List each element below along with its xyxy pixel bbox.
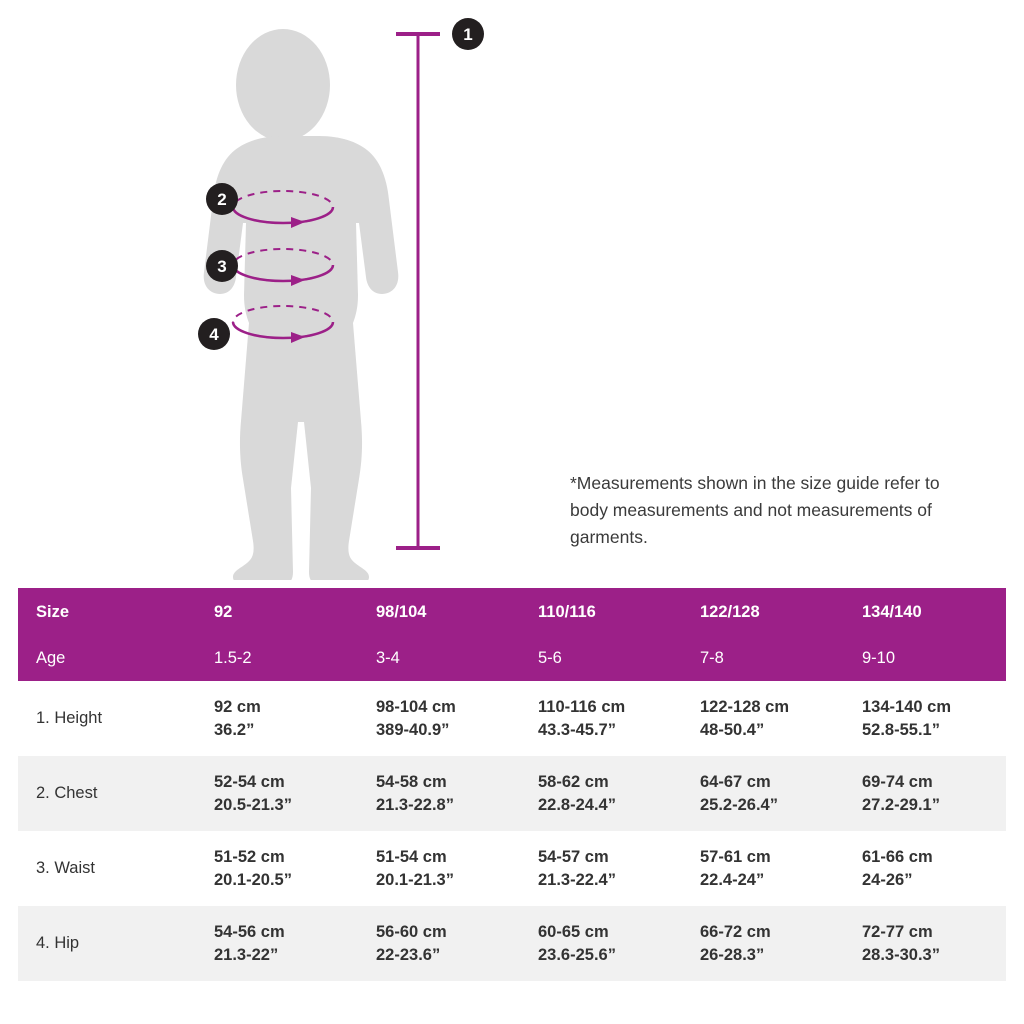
table-row <box>18 756 1006 831</box>
value-cm: 122-128 cm <box>700 698 789 717</box>
hip-value-2 <box>520 906 682 981</box>
value-inch: 43.3-45.7” <box>538 720 616 739</box>
column-header-size-0: 92 <box>214 602 233 621</box>
value-cm: 52-54 cm <box>214 773 285 792</box>
waist-value-2 <box>520 831 682 906</box>
value-inch: 389-40.9” <box>376 720 450 739</box>
value-cm: 134-140 cm <box>862 698 951 717</box>
value-inch: 20.5-21.3” <box>214 795 292 814</box>
row-label-hip: 4. Hip <box>36 934 80 952</box>
value-inch: 52.8-55.1” <box>862 720 940 739</box>
value-inch: 22.8-24.4” <box>538 795 616 814</box>
value-inch: 20.1-20.5” <box>214 870 292 889</box>
value-inch: 21.3-22.4” <box>538 870 616 889</box>
table-row <box>18 906 1006 981</box>
value-inch: 48-50.4” <box>700 720 765 739</box>
height-value-1 <box>358 681 520 756</box>
column-header-size-3: 122/128 <box>700 602 760 621</box>
size-chart-table <box>18 588 1006 981</box>
value-cm: 54-56 cm <box>214 923 285 942</box>
value-cm: 51-54 cm <box>376 848 447 867</box>
hip-value-3 <box>682 906 844 981</box>
chest-value-2 <box>520 756 682 831</box>
column-header-size-2: 110/116 <box>538 602 596 621</box>
value-inch: 22-23.6” <box>376 945 441 964</box>
chest-value-3 <box>682 756 844 831</box>
row-label-age: Age <box>36 649 66 667</box>
hip-value-0 <box>196 906 358 981</box>
value-inch: 22.4-24” <box>700 870 765 889</box>
measurement-note: *Measurements shown in the size guide refer to body measurements and not measurements of garments. <box>570 473 940 548</box>
value-cm: 64-67 cm <box>700 773 771 792</box>
value-inch: 24-26” <box>862 870 913 889</box>
age-value-2: 5-6 <box>538 649 562 667</box>
height-value-2 <box>520 681 682 756</box>
age-value-3: 7-8 <box>700 649 724 667</box>
table-row <box>18 831 1006 906</box>
value-cm: 110-116 cm <box>538 698 626 717</box>
height-value-0 <box>196 681 358 756</box>
age-value-1: 3-4 <box>376 649 400 667</box>
row-label-height: 1. Height <box>36 709 103 727</box>
waist-value-0 <box>196 831 358 906</box>
chest-value-0 <box>196 756 358 831</box>
chest-value-1 <box>358 756 520 831</box>
column-header-size: Size <box>36 602 70 621</box>
hip-value-1 <box>358 906 520 981</box>
table-row <box>18 681 1006 756</box>
value-inch: 20.1-21.3” <box>376 870 454 889</box>
waist-value-1 <box>358 831 520 906</box>
table-header-age-row <box>18 636 1006 681</box>
waist-value-4 <box>844 831 1006 906</box>
value-cm: 98-104 cm <box>376 698 456 717</box>
value-cm: 58-62 cm <box>538 773 609 792</box>
value-cm: 61-66 cm <box>862 848 933 867</box>
value-cm: 51-52 cm <box>214 848 285 867</box>
chest-value-4 <box>844 756 1006 831</box>
value-cm: 92 cm <box>214 698 261 717</box>
value-inch: 26-28.3” <box>700 945 765 964</box>
callout-badge-hip: 4 <box>198 318 230 350</box>
value-cm: 60-65 cm <box>538 923 609 942</box>
table-header-size-row <box>18 588 1006 636</box>
height-value-3 <box>682 681 844 756</box>
callout-badge-chest: 2 <box>206 183 238 215</box>
value-cm: 57-61 cm <box>700 848 771 867</box>
value-cm: 56-60 cm <box>376 923 447 942</box>
column-header-size-4: 134/140 <box>862 602 922 621</box>
value-inch: 27.2-29.1” <box>862 795 940 814</box>
value-inch: 28.3-30.3” <box>862 945 940 964</box>
child-silhouette-icon <box>204 29 399 580</box>
column-header-size-1: 98/104 <box>376 602 427 621</box>
value-inch: 23.6-25.6” <box>538 945 616 964</box>
height-measure-line <box>396 34 440 548</box>
value-cm: 72-77 cm <box>862 923 933 942</box>
value-cm: 66-72 cm <box>700 923 771 942</box>
waist-value-3 <box>682 831 844 906</box>
height-value-4 <box>844 681 1006 756</box>
value-inch: 25.2-26.4” <box>700 795 778 814</box>
callout-badge-height: 1 <box>452 18 484 50</box>
value-cm: 69-74 cm <box>862 773 933 792</box>
age-value-0: 1.5-2 <box>214 649 252 667</box>
value-inch: 36.2” <box>214 720 255 739</box>
value-inch: 21.3-22” <box>214 945 279 964</box>
value-cm: 54-58 cm <box>376 773 447 792</box>
value-cm: 54-57 cm <box>538 848 609 867</box>
hip-value-4 <box>844 906 1006 981</box>
age-value-4: 9-10 <box>862 649 896 667</box>
callout-badge-waist: 3 <box>206 250 238 282</box>
value-inch: 21.3-22.8” <box>376 795 454 814</box>
row-label-waist: 3. Waist <box>36 859 95 877</box>
row-label-chest: 2. Chest <box>36 784 98 802</box>
